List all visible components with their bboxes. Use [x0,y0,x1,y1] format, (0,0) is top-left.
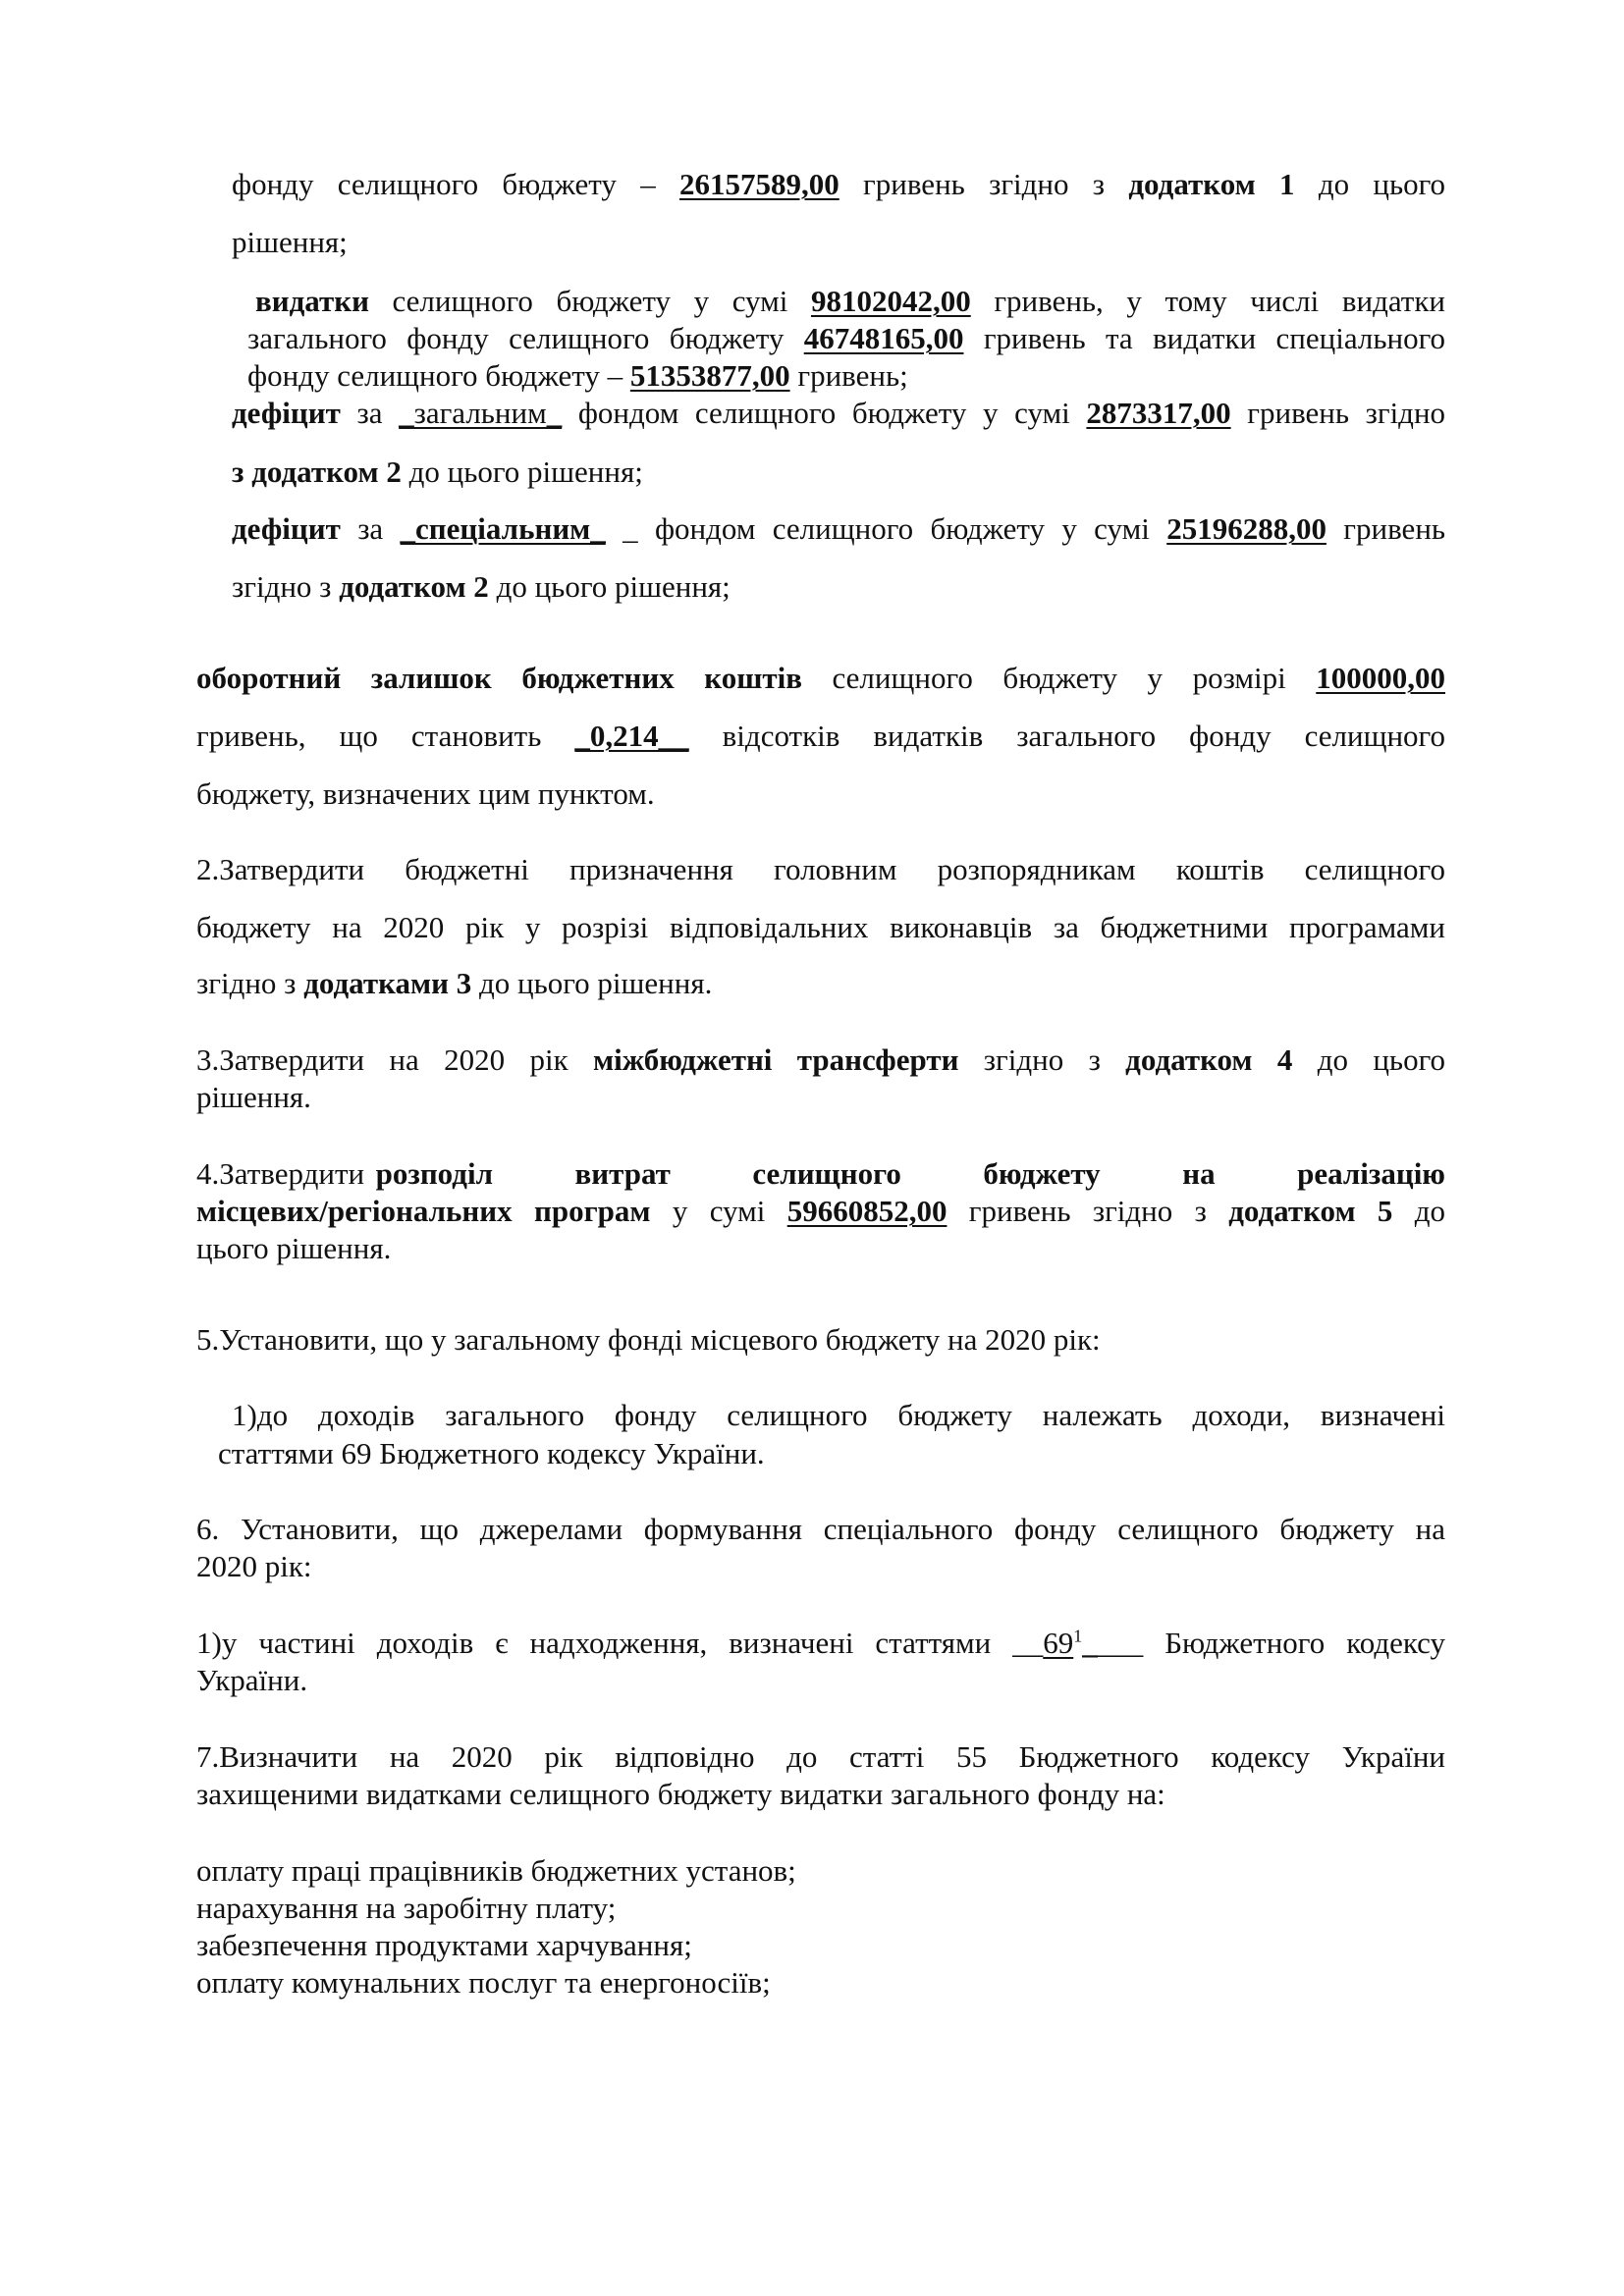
item6-line-2: 2020 рік: [196,1549,312,1583]
item3-line-2: рішення. [196,1080,311,1114]
general-deficit-line-1: дефіцит за _загальним_ фондом селищного бюджету у сумі 2873317,00 гривень згідно [232,396,1446,430]
deficit-line-2: рішення; [232,225,348,259]
item6-sub-line-2: України. [196,1663,308,1697]
special-deficit-line-2: згідно з додатком 2 до цього рішення; [232,569,731,604]
expenses-line-3: фонду селищного бюджету – 51353877,00 гривень; [247,358,908,393]
amount-special-fund-revenue: 26157589,00 [679,167,839,201]
protected-expense-item: оплату праці працівників бюджетних установ; [196,1853,796,1888]
reserve-line-2: гривень, що становить _0,214__ відсотків видатків загального фонду селищного [196,719,1446,753]
special-deficit-line-1: дефіцит за _спеціальним_ _ фондом селищного бюджету у сумі 25196288,00 гривень [232,511,1446,546]
item6-line-1: 6. Установити, що джерелами формування спеціального фонду селищного бюджету на [196,1512,1445,1546]
protected-expense-item: оплату комунальних послуг та енергоносіїв; [196,1965,771,2000]
item5-line-1: 5.Установити, що у загальному фонді місцевого бюджету на 2020 рік: [196,1322,1101,1357]
item7-line-1: 7.Визначити на 2020 рік відповідно до статті 55 Бюджетного кодексу України [196,1739,1445,1774]
expenses-line-1: видатки селищного бюджету у сумі 98102042,00 гривень, у тому числі видатки [255,284,1446,318]
protected-expense-item: забезпечення продуктами харчування; [196,1928,692,1962]
amount-general-expenses: 46748165,00 [803,321,964,355]
reserve-line-3: бюджету, визначених цим пунктом. [196,776,655,811]
item4-line-3: цього рішення. [196,1231,392,1265]
protected-expense-item: нарахування на заробітну плату; [196,1891,617,1925]
amount-programs: 59660852,00 [786,1194,947,1228]
item5-sub-line-1: 1)до доходів загального фонду селищного бюджету належать доходи, визначені [232,1398,1445,1432]
general-deficit-line-2: з додатком 2 до цього рішення; [232,454,643,489]
item4-line-2: місцевих/регіональних програм у сумі 59660852,00 гривень згідно з додатком 5 до [196,1194,1445,1228]
item3-line-1: 3.Затвердити на 2020 рік міжбюджетні трансферти згідно з додатком 4 до цього [196,1042,1446,1077]
reserve-percent: _0,214__ [574,719,689,753]
amount-reserve: 100000,00 [1316,661,1446,695]
item2-line-1: 2.Затвердити бюджетні призначення головним розпорядникам коштів селищного [196,852,1445,886]
deficit-line-1: фонду селищного бюджету – 26157589,00 гривень згідно з додатком 1 до цього [232,167,1446,201]
amount-general-deficit: 2873317,00 [1086,396,1231,430]
amount-total-expenses: 98102042,00 [810,284,971,318]
amount-special-expenses: 51353877,00 [629,358,790,393]
item6-sub-line-1: 1)у частині доходів є надходження, визначені статтями $\_\_69^1\_\_\_\_$ Бюджетного кодексу [196,1626,1446,1660]
amount-special-deficit: 25196288,00 [1166,511,1326,546]
item2-line-3: згідно з додатками 3 до цього рішення. [196,966,713,1000]
reserve-line-1: оборотний залишок бюджетних коштів селищного бюджету у розмірі 100000,00 [196,661,1446,695]
item2-line-2: бюджету на 2020 рік у розрізі відповідальних виконавців за бюджетними програмами [196,910,1445,944]
item5-sub-line-2: статтями 69 Бюджетного кодексу України. [218,1436,765,1470]
expenses-line-2: загального фонду селищного бюджету 46748165,00 гривень та видатки спеціального [247,321,1446,355]
item4-line-1: 4.Затвердити розподіл витрат селищного бюджету на реалізацію [196,1156,1445,1191]
item7-line-2: захищеними видатками селищного бюджету видатки загального фонду на: [196,1777,1165,1811]
